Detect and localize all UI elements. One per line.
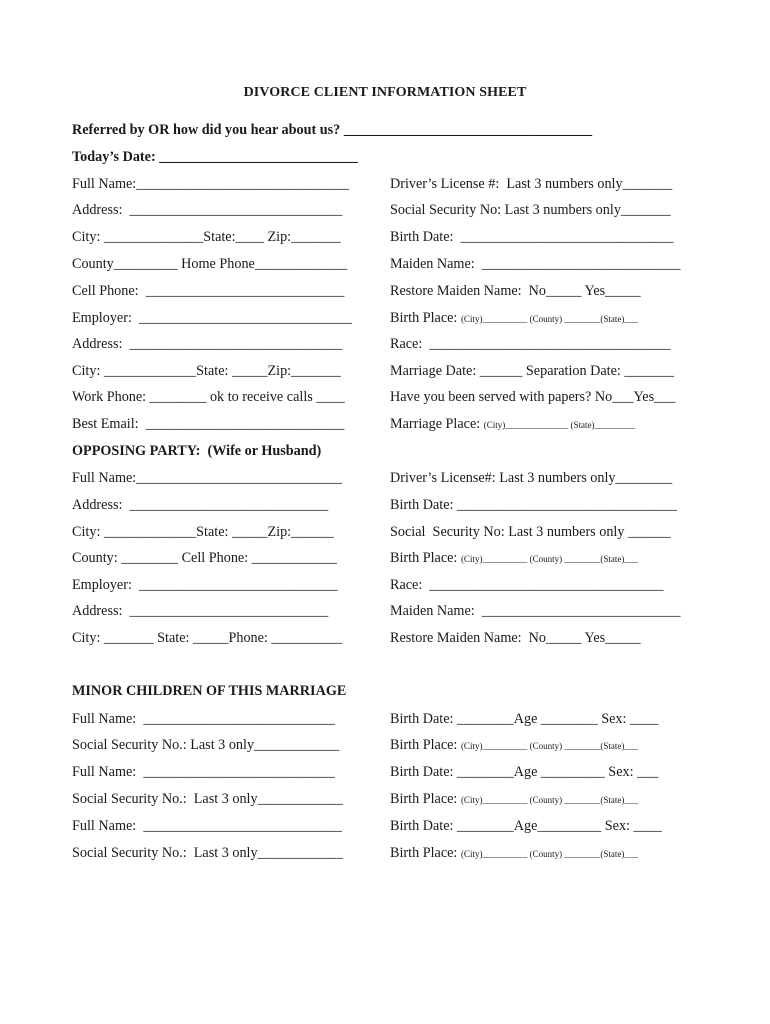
client-county-home-phone-field[interactable]: County_________ Home Phone_____________ xyxy=(72,256,348,272)
birth-place-label: Birth Place: xyxy=(390,791,461,807)
client-city-state-zip-field[interactable]: City: ______________State:____ Zip:_______ xyxy=(72,229,341,245)
opposing-race-field[interactable]: Race: _________________________________ xyxy=(390,577,664,593)
opposing-full-name-field[interactable]: Full Name:_____________________________ xyxy=(72,470,342,486)
client-city-state-zip2-field[interactable]: City: _____________State: _____Zip:_______ xyxy=(72,363,341,379)
client-drivers-license-field[interactable]: Driver’s License #: Last 3 numbers only_______ xyxy=(390,176,673,192)
child-birth-date-age-sex-field[interactable]: Birth Date: ________Age ________ Sex: ____ xyxy=(390,711,659,727)
child-ssn-field[interactable]: Social Security No.: Last 3 only____________ xyxy=(72,791,343,807)
opposing-restore-maiden-field[interactable]: Restore Maiden Name: No_____ Yes_____ xyxy=(390,630,641,646)
birth-place-label: Birth Place: xyxy=(390,310,461,326)
todays-date-field[interactable]: Today’s Date: ____________________________ xyxy=(72,149,358,165)
form-title: DIVORCE CLIENT INFORMATION SHEET xyxy=(243,85,527,100)
child-birth-place-field[interactable] xyxy=(390,844,638,863)
birth-place-subfields: (City)__________ (County) ________(State)___ xyxy=(460,849,638,859)
child-ssn-field[interactable]: Social Security No.: Last 3 only____________ xyxy=(72,737,340,753)
child-birth-place-field[interactable] xyxy=(390,790,638,809)
opposing-city-state-zip-field[interactable]: City: _____________State: _____Zip:______ xyxy=(72,524,334,540)
client-ssn-field[interactable]: Social Security No: Last 3 numbers only_______ xyxy=(390,202,671,218)
opposing-drivers-license-field[interactable]: Driver’s License#: Last 3 numbers only________ xyxy=(390,470,673,486)
marriage-place-label: Marriage Place: xyxy=(390,416,484,432)
opposing-ssn-field[interactable]: Social Security No: Last 3 numbers only ______ xyxy=(390,524,671,540)
minor-children-heading: MINOR CHILDREN OF THIS MARRIAGE xyxy=(72,683,347,699)
opposing-county-cell-field[interactable]: County: ________ Cell Phone: ____________ xyxy=(72,550,337,566)
client-race-field[interactable]: Race: __________________________________ xyxy=(390,336,671,352)
child-birth-place-field[interactable] xyxy=(390,736,638,755)
client-employer-field[interactable]: Employer: ______________________________ xyxy=(72,310,352,326)
client-cell-phone-field[interactable]: Cell Phone: ____________________________ xyxy=(72,283,345,299)
birth-place-subfields: (City)__________ (County) ________(State)___ xyxy=(460,554,638,564)
birth-place-label: Birth Place: xyxy=(390,737,461,753)
opposing-address-field[interactable]: Address: ____________________________ xyxy=(72,497,329,513)
client-work-phone-field[interactable]: Work Phone: ________ ok to receive calls ____ xyxy=(72,389,345,405)
marriage-place-subfields: (City)______________ (State)_________ xyxy=(483,420,635,430)
birth-place-subfields: (City)__________ (County) ________(State)___ xyxy=(460,741,638,751)
birth-place-subfields: (City)__________ (County) ________(State)___ xyxy=(460,795,638,805)
referred-field[interactable]: Referred by OR how did you hear about us? ___________________________________ xyxy=(72,122,593,138)
opposing-party-heading: OPPOSING PARTY: (Wife or Husband) xyxy=(72,443,322,459)
opposing-birth-place-field[interactable] xyxy=(390,549,638,568)
birth-place-subfields: (City)__________ (County) ________(State)___ xyxy=(460,314,638,324)
client-best-email-field[interactable]: Best Email: ____________________________ xyxy=(72,416,345,432)
client-marriage-place-field[interactable] xyxy=(390,415,635,434)
client-birth-date-field[interactable]: Birth Date: ______________________________ xyxy=(390,229,674,245)
child-full-name-field[interactable]: Full Name: ____________________________ xyxy=(72,818,342,834)
birth-place-label: Birth Place: xyxy=(390,845,461,861)
opposing-employer-field[interactable]: Employer: ____________________________ xyxy=(72,577,338,593)
child-full-name-field[interactable]: Full Name: ___________________________ xyxy=(72,764,335,780)
opposing-maiden-name-field[interactable]: Maiden Name: ____________________________ xyxy=(390,603,681,619)
client-served-papers-field[interactable]: Have you been served with papers? No___Yes___ xyxy=(390,389,676,405)
child-full-name-field[interactable]: Full Name: ___________________________ xyxy=(72,711,335,727)
client-maiden-name-field[interactable]: Maiden Name: ____________________________ xyxy=(390,256,681,272)
client-full-name-field[interactable]: Full Name:______________________________ xyxy=(72,176,350,192)
client-address2-field[interactable]: Address: ______________________________ xyxy=(72,336,343,352)
opposing-address2-field[interactable]: Address: ____________________________ xyxy=(72,603,329,619)
birth-place-label: Birth Place: xyxy=(390,550,461,566)
child-birth-date-age-sex-field[interactable]: Birth Date: ________Age _________ Sex: ___ xyxy=(390,764,659,780)
child-birth-date-age-sex-field[interactable]: Birth Date: ________Age_________ Sex: ____ xyxy=(390,818,662,834)
child-ssn-field[interactable]: Social Security No.: Last 3 only____________ xyxy=(72,845,343,861)
opposing-birth-date-field[interactable]: Birth Date: _______________________________ xyxy=(390,497,677,513)
client-restore-maiden-field[interactable]: Restore Maiden Name: No_____ Yes_____ xyxy=(390,283,641,299)
client-address-field[interactable]: Address: ______________________________ xyxy=(72,202,343,218)
client-marriage-separation-date-field[interactable]: Marriage Date: ______ Separation Date: _______ xyxy=(390,363,675,379)
opposing-city-state-phone-field[interactable]: City: _______ State: _____Phone: __________ xyxy=(72,630,343,646)
client-birth-place-field[interactable] xyxy=(390,309,638,328)
